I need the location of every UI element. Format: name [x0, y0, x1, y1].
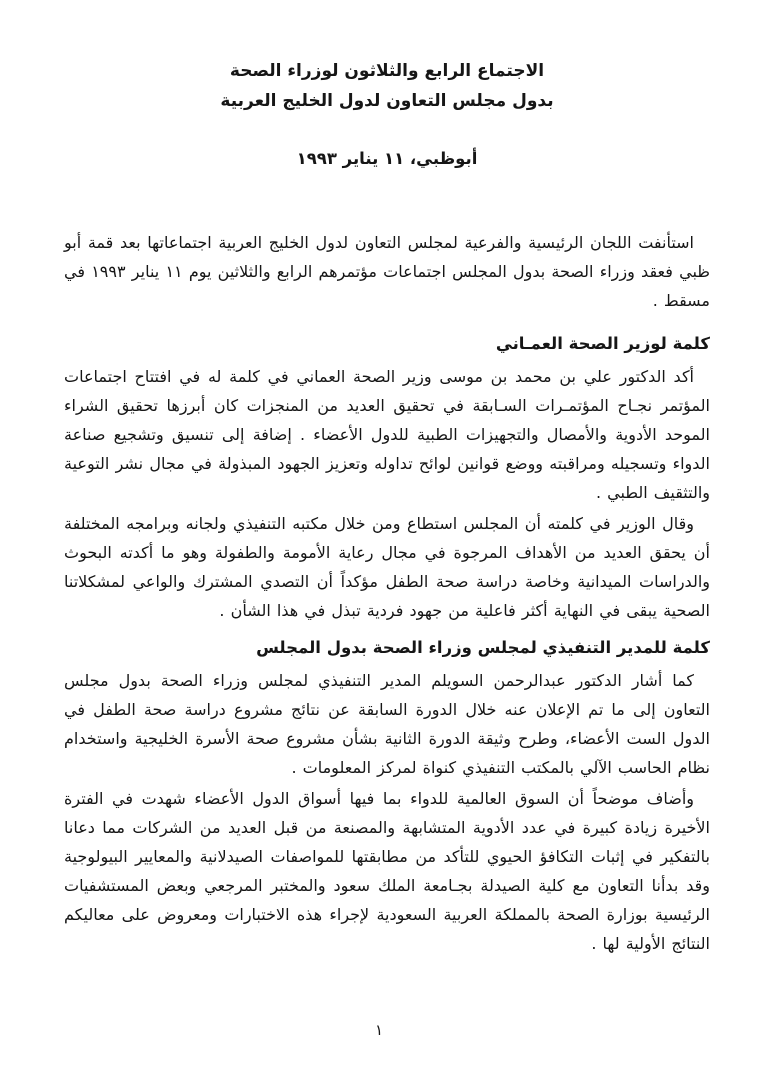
- page-number: ١: [374, 1021, 384, 1039]
- document-date: أبوظبي، ١١ يناير ١٩٩٣: [296, 149, 478, 168]
- intro-paragraph: استأنفت اللجان الرئيسية والفرعية لمجلس التعاون لدول الخليج العربية اجتماعاتها بعد قمة أبو ظبي فعقد وزراء الصحة بدول المجلس اجتماعات مؤتمرهم الرابع والثلاثين يوم ١١ يناير ١٩٩٣ في مسقط .: [64, 233, 711, 310]
- section1-paragraph-1: أكد الدكتور علي بن محمد بن موسى وزير الصحة العماني في كلمة له في افتتاح اجتماعات المؤتمر نجـاح المؤتمـرات السـابقة في تحقيق العديد من المنجزات كان أبرزها تحقيق الشراء الموحد الأدوية والأمصال والتجهيزات الطبية للدول الأعضاء . إضافة إلى تنسيق وتشجيع صناعة الدواء وتسجيله ومراقبته ووضع قوانين لوائح تداوله وتعزيز الجهود المبذولة في مجال نشر التوعية والتثقيف الطبي .: [64, 367, 710, 502]
- document-title-line2: بدول مجلس التعاون لدول الخليج العربية: [220, 91, 554, 111]
- section1-paragraph-2: وقال الوزير في كلمته أن المجلس استطاع ومن خلال مكتبه التنفيذي ولجانه وبرامجه المختلفة أن يحقق العديد من الأهداف المرجوة في مجال رعاية الأمومة والطفولة وهو ما أكدته البحوث والدراسات الميدانية وخاصة دراسة صحة الطفل مؤكداً أن التصدي المشترك والواعي لمشكلاتنا الصحية يبقى في النهاية أكثر فاعلية من جهود فردية تبذل في هذا الشأن .: [64, 514, 710, 620]
- section2-heading: كلمة للمدير التنفيذي لمجلس وزراء الصحة بدول المجلس: [256, 638, 710, 657]
- document-title-line1: الاجتماع الرابع والثلاثون لوزراء الصحة: [229, 61, 545, 81]
- document-header: [64, 56, 710, 174]
- document-body: [64, 228, 710, 958]
- section2-paragraph-1: كما أشار الدكتور عبدالرحمن السويلم المدير التنفيذي لمجلس وزراء الصحة بدول مجلس التعاون إلى ما تم الإعلان عنه خلال الدورة السابقة عن نتائج مشروع دراسة صحة الطفل في الدول الست الأعضاء، وطرح وثيقة الدورة الثانية بشأن مشروع صحة الأسرة الخليجية واستخدام نظام الحاسب الآلي بالمكتب التنفيذي كنواة لمركز المعلومات .: [64, 671, 710, 777]
- section1-heading: كلمة لوزير الصحة العمـاني: [495, 334, 710, 353]
- section2-paragraph-2: وأضاف موضحاً أن السوق العالمية للدواء بما فيها أسواق الدول الأعضاء شهدت في الفترة الأخيرة زيادة كبيرة في عدد الأدوية المتشابهة والمصنعة من قبل العديد من الشركات مما دعانا بالتفكير في إثبات التكافؤ الحيوي للتأكد من مطابقتها للمواصفات الصيدلانية والمعايير البيولوجية وقد بدأنا التعاون مع كلية الصيدلة بجـامعة الملك سعود والمختبر المرجعي وبعض المستشفيات الرئيسية بوزارة الصحة بالمملكة العربية السعودية لإجراء هذه الاختبارات ومعروض على معاليكم النتائج الأولية لها .: [64, 789, 710, 953]
